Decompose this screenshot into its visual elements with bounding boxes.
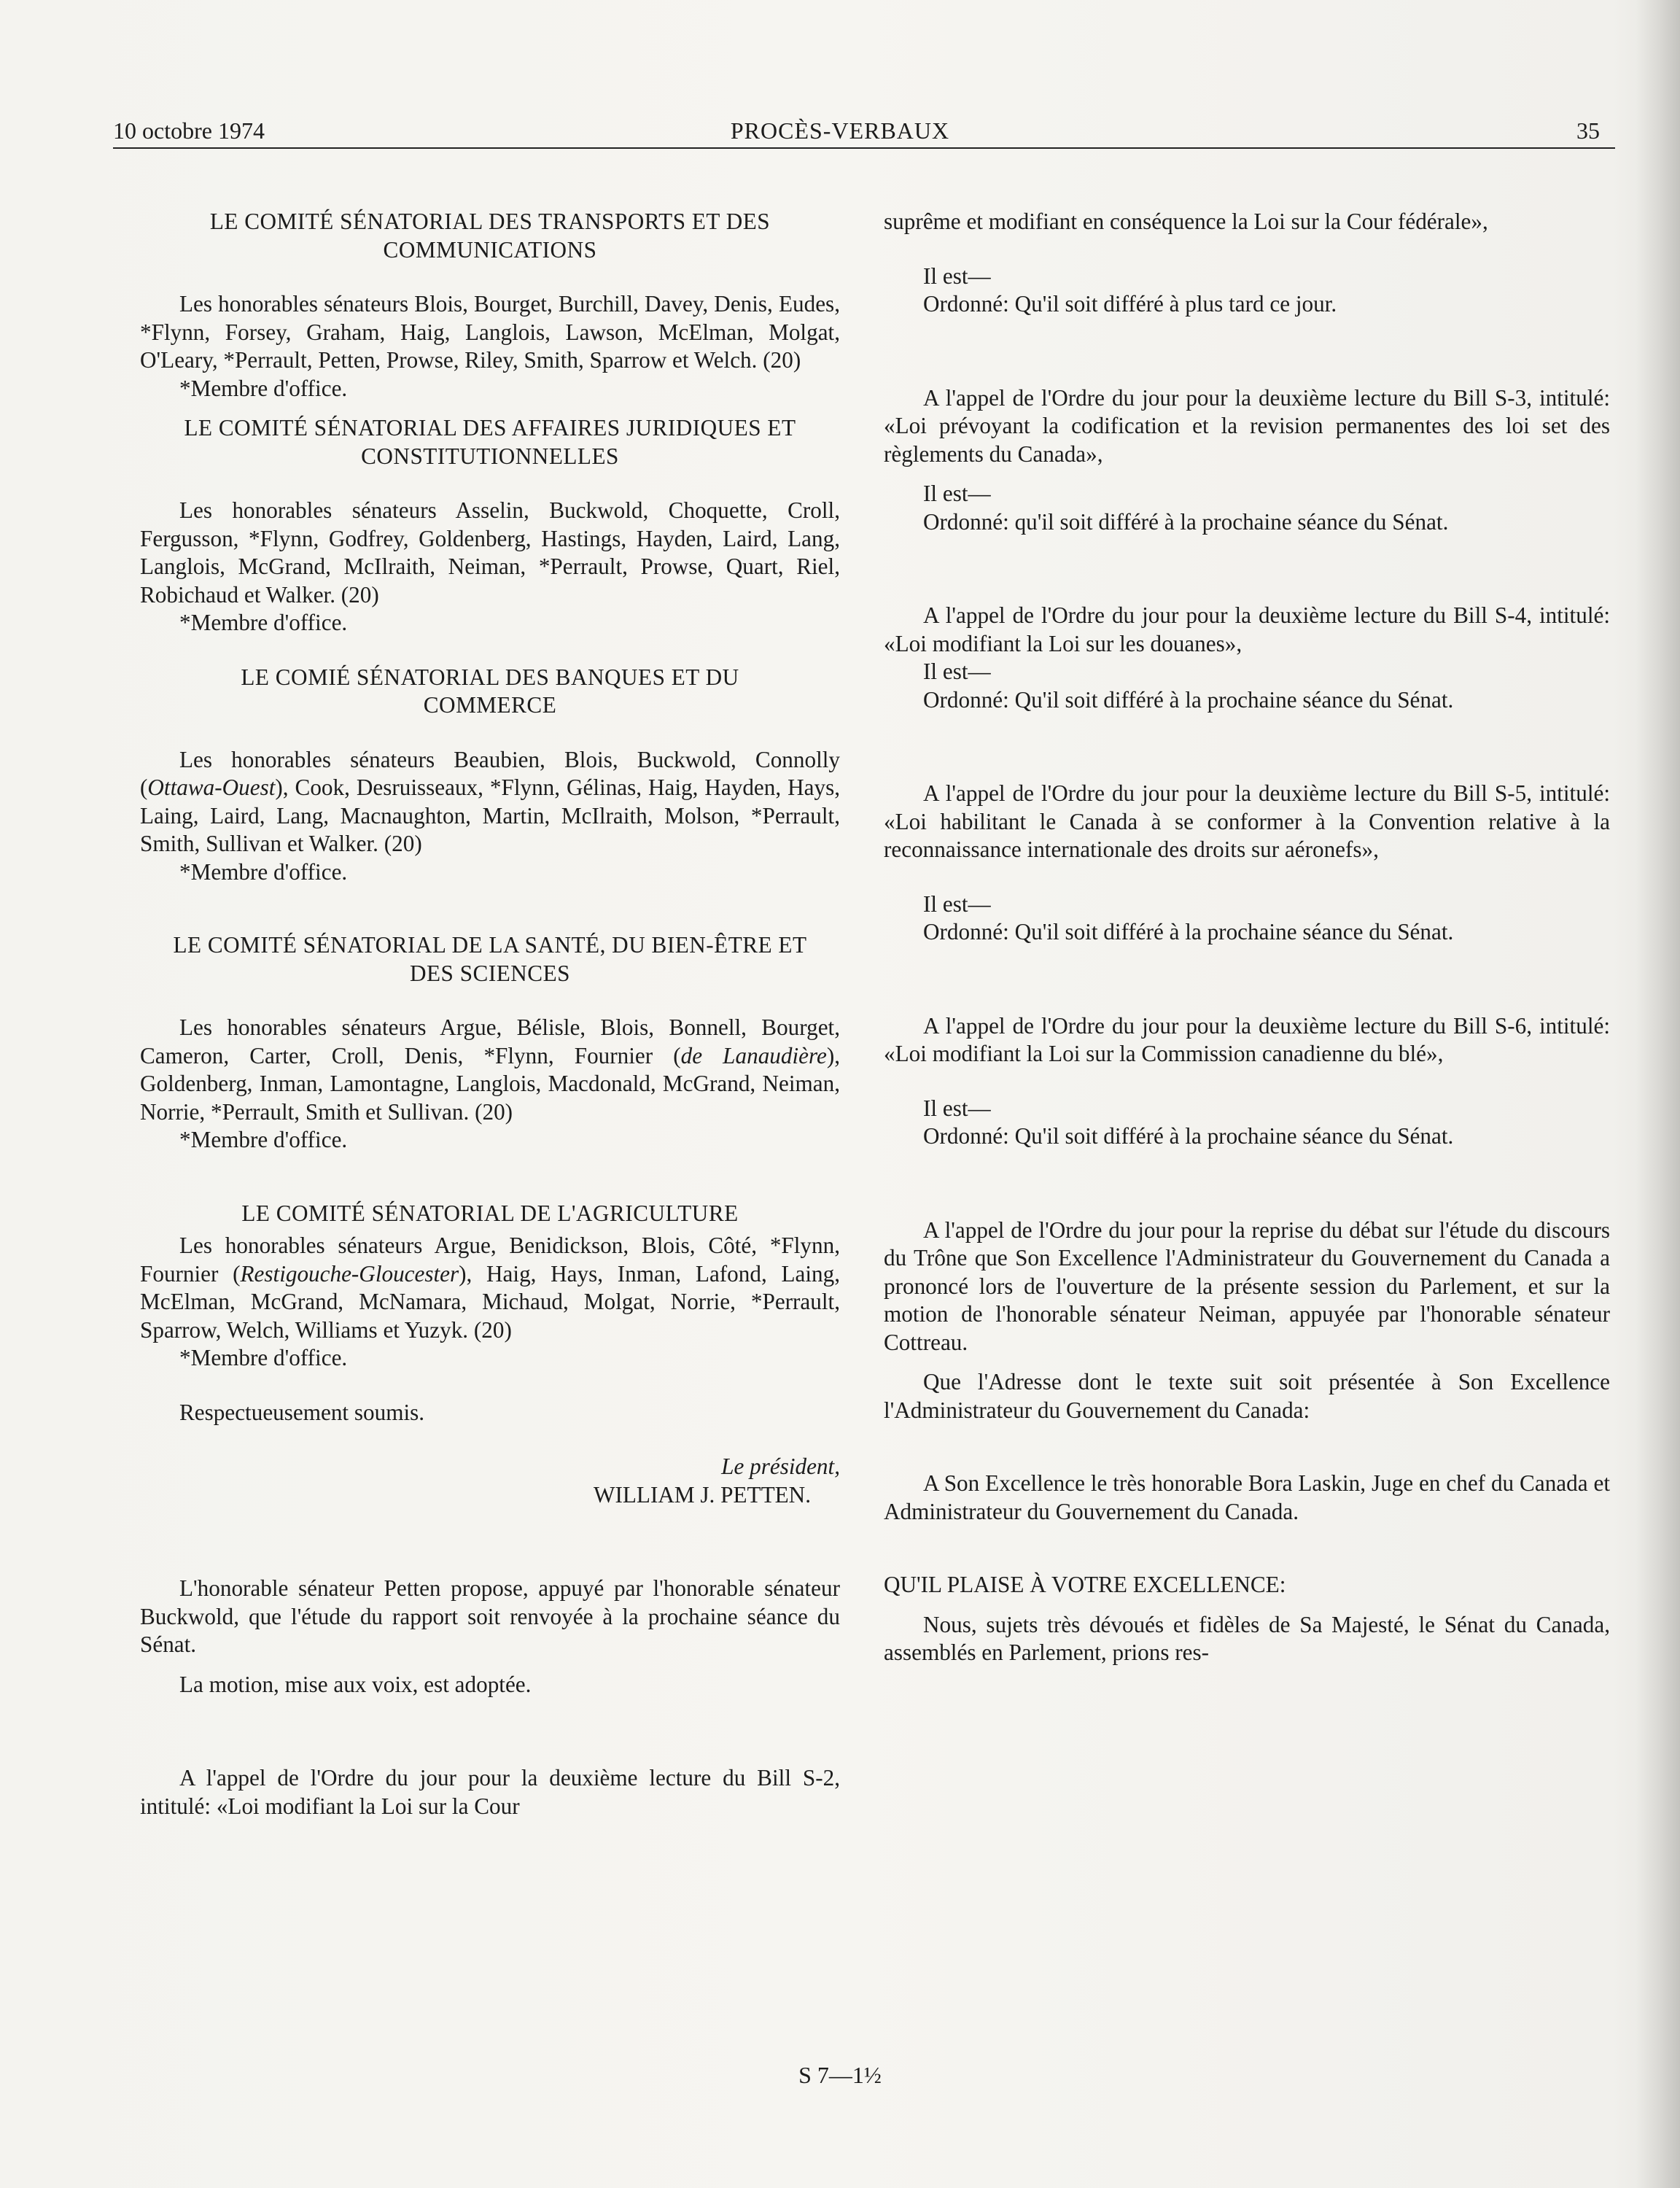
bill-s6-il-est: Il est— [923,1095,991,1121]
throne-debate: A l'appel de l'Ordre du jour pour la reprise du débat sur l'étude du discours du Trône que Son Excellence l'Administrateur du Gouvernement du Canada a prononcé lors de l'ouverture de la présente session du Parlement, et sur la motion de l'honorable sénateur Neiman, appuyée par l'honorable sénateur Cottreau. [884,1217,1610,1355]
motion-petten: L'honorable sénateur Petten propose, appuyé par l'honorable sénateur Buckwold, que l'étude du rapport soit renvoyée à la prochaine séance du Sénat. [140,1575,840,1657]
header-date: 10 octobre 1974 [113,117,265,144]
members-agriculture-before: Les honorables sénateurs Argue, Benidickson, Blois, Côté, *Flynn, Fournier ( [140,1233,840,1287]
committee-members-sante [140,1014,840,1126]
bill-s3: A l'appel de l'Ordre du jour pour la deuxième lecture du Bill S-3, intitulé: «Loi prévoyant la codification et la revision permanentes des loi set des règlements du Canada», [884,384,1610,467]
bill-s6: A l'appel de l'Ordre du jour pour la deuxième lecture du Bill S-6, intitulé: «Loi modifiant la Loi sur la Commission canadienne du blé», [884,1012,1610,1066]
members-agriculture-after: ), Haig, Hays, Inman, Lafond, Laing, McElman, McGrand, McNamara, Michaud, Molgat, Norrie, *Perrault, Sparrow, Welch, Williams et Yuzyk. (20) [140,1260,840,1343]
bill-s2-end: suprême et modifiant en conséquence la Loi sur la Cour fédérale», [884,209,1488,234]
plea-text: Nous, sujets très dévoués et fidèles de Sa Majesté, le Sénat du Canada, assemblés en Parlement, prions res- [884,1611,1610,1665]
committee-note-banques: *Membre d'office. [179,858,348,885]
committee-note-juridiques: *Membre d'office. [179,610,348,635]
bill-s5-ordonne: Ordonné: Qu'il soit différé à la prochaine séance du Sénat. [923,919,1454,944]
bill-s3-il-est: Il est— [923,481,991,506]
committee-note-agriculture: *Membre d'office. [179,1345,348,1370]
committee-note-sante: *Membre d'office. [179,1127,348,1152]
committee-members-transports: Les honorables sénateurs Blois, Bourget, Burchill, Davey, Denis, Eudes, *Flynn, Forsey, Graham, Haig, Langlois, Lawson, McElman, Molgat, O'Leary, *Perrault, Petten, Prowse, Riley, Smith, Sparrow et Welch. (20) [140,291,840,373]
bill-s4: A l'appel de l'Ordre du jour pour la deuxième lecture du Bill S-4, intitulé: «Loi modifiant la Loi sur les douanes», [884,602,1610,656]
members-sante-after: ), Goldenberg, Inman, Lamontagne, Langlois, Macdonald, McGrand, Neiman, Norrie, *Perrault, Smith et Sullivan. (20) [140,1042,840,1125]
address-to: A Son Excellence le très honorable Bora Laskin, Juge en chef du Canada et Administrateur du Gouvernement du Canada. [884,1470,1610,1524]
plea-heading: QU'IL PLAISE À VOTRE EXCELLENCE: [884,1572,1286,1597]
committee-heading-agriculture: LE COMITÉ SÉNATORIAL DE L'AGRICULTURE [241,1200,739,1226]
committee-note-transports: *Membre d'office. [179,375,348,401]
respectfully-submitted: Respectueusement soumis. [179,1399,425,1425]
bill-s2-start: A l'appel de l'Ordre du jour pour la deuxième lecture du Bill S-2, intitulé: «Loi modifiant la Loi sur la Cour [140,1765,840,1819]
bill-s6-ordonne: Ordonné: Qu'il soit différé à la prochaine séance du Sénat. [923,1123,1454,1149]
header-page-number: 35 [1576,117,1600,144]
members-sante-before: Les honorables sénateurs Argue, Bélisle, Blois, Bonnell, Bourget, Cameron, Carter, Croll, Denis, *Flynn, Fournier ( [140,1015,840,1068]
right-column [884,208,1610,1667]
header-rule [113,147,1615,149]
signature-role: Le président, [721,1454,840,1479]
motion-adopted: La motion, mise aux voix, est adoptée. [179,1671,532,1697]
members-agriculture-italic: Restigouche-Gloucester [240,1260,459,1287]
committee-heading-sante: LE COMITÉ SÉNATORIAL DE LA SANTÉ, DU BIEN-ÊTRE ET DES SCIENCES [173,932,807,986]
committee-members-banques [140,746,840,858]
committee-heading-juridiques: LE COMITÉ SÉNATORIAL DES AFFAIRES JURIDIQUES ET CONSTITUTIONNELLES [184,415,796,469]
left-column [140,208,840,1820]
bill-s2-il-est: Il est— [923,263,991,289]
signature-mark: S 7—1½ [798,2062,882,2088]
committee-members-agriculture [140,1232,840,1344]
header-title: PROCÈS-VERBAUX [730,117,950,144]
members-banques-after: ), Cook, Desruisseaux, *Flynn, Gélinas, Haig, Hayden, Hays, Laing, Laird, Lang, Macnaughton, Martin, McIlraith, Molson, *Perrault, Smith, Sullivan et Walker. (20) [140,775,840,856]
signature-name: WILLIAM J. PETTEN. [594,1481,811,1508]
address-intro: Que l'Adresse dont le texte suit soit présentée à Son Excellence l'Administrateur du Gouvernement du Canada: [884,1369,1610,1423]
committee-heading-transports: LE COMITÉ SÉNATORIAL DES TRANSPORTS ET DES COMMUNICATIONS [209,209,771,263]
bill-s4-il-est: Il est— [923,659,991,684]
bill-s5: A l'appel de l'Ordre du jour pour la deuxième lecture du Bill S-5, intitulé: «Loi habilitant le Canada à se conformer à la Convention relative à la reconnaissance internationale des droits sur aéronefs», [884,780,1610,862]
bill-s4-ordonne: Ordonné: Qu'il soit différé à la prochaine séance du Sénat. [923,686,1454,713]
committee-heading-banques: LE COMIÉ SÉNATORIAL DES BANQUES ET DU COMMERCE [241,664,739,718]
page-edge-shadow [1636,0,1680,2188]
bill-s5-il-est: Il est— [923,891,991,917]
bill-s3-ordonne: Ordonné: qu'il soit différé à la prochaine séance du Sénat. [923,508,1449,535]
members-banques-before: Les honorables sénateurs Beaubien, Blois, Buckwold, Connolly ( [140,746,840,800]
committee-members-juridiques: Les honorables sénateurs Asselin, Buckwold, Choquette, Croll, Fergusson, *Flynn, Godfrey, Goldenberg, Hastings, Hayden, Laird, Lang, Langlois, McGrand, McIlraith, Neiman, *Perrault, Prowse, Quart, Riel, Robichaud et Walker. (20) [140,497,840,608]
bill-s2-ordonne: Ordonné: Qu'il soit différé à plus tard ce jour. [923,291,1337,317]
members-sante-italic: de Lanaudière [680,1042,827,1068]
members-banques-italic: Ottawa-Ouest [147,775,276,800]
